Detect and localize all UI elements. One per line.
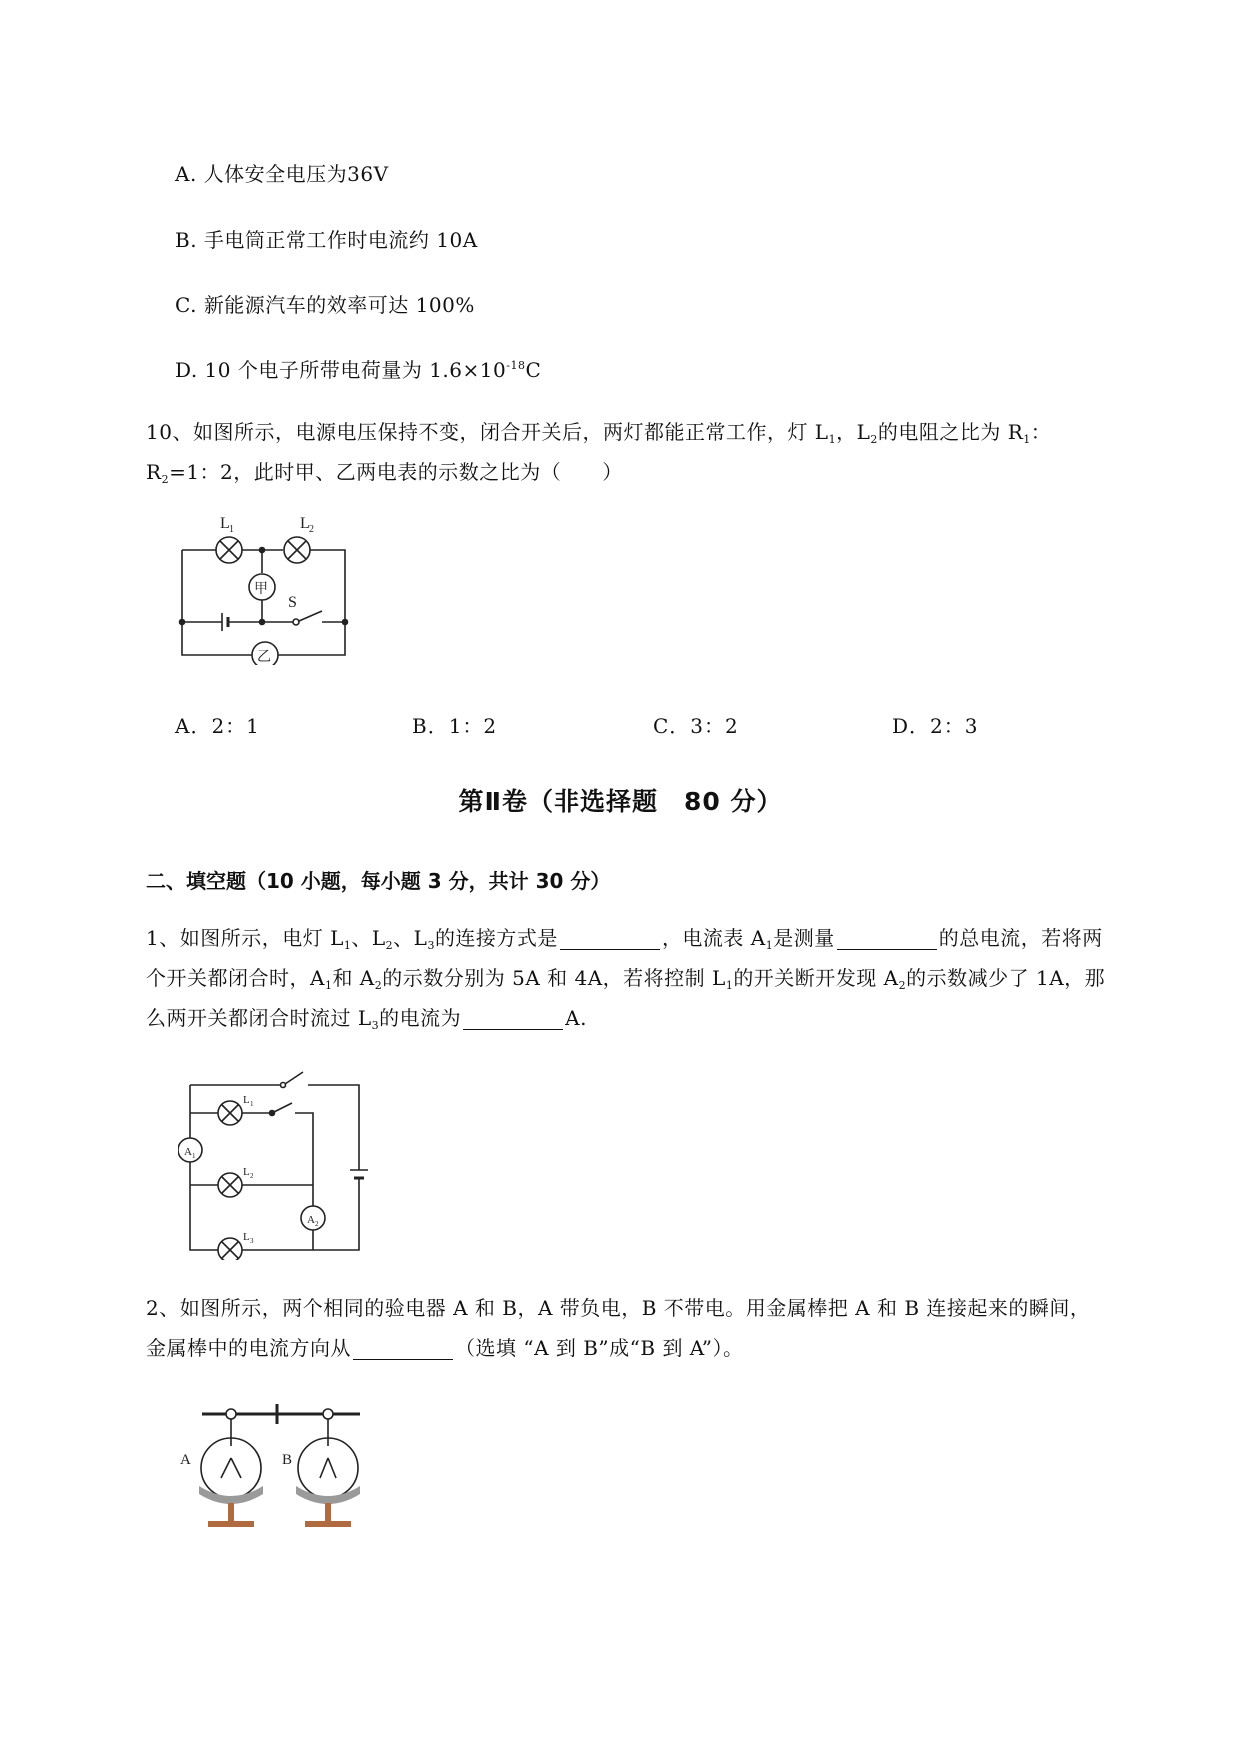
question-10: 10、如图所示，电源电压保持不变，闭合开关后，两灯都能正常工作，灯 $L_1$，$L_2$的电阻之比为 $R_1$： $R_2=1$：2，此时甲、乙两电表的示数之比为（ ） — [146, 420, 1052, 486]
label-fl2: L — [243, 1166, 250, 1178]
electroscope-figure — [180, 1398, 370, 1538]
section-title: 二、填空题（10 小题，每小题 3 分，共计 30 分） — [146, 869, 611, 893]
svg-text:1: 1 — [192, 1152, 196, 1160]
answer-b: B．1：2 — [412, 714, 498, 738]
answer-d: D．2：3 — [892, 714, 979, 738]
label-l2: L — [300, 515, 310, 532]
blank-2[interactable] — [837, 927, 937, 950]
label-a: A — [180, 1452, 191, 1468]
svg-text:2: 2 — [250, 1172, 254, 1180]
svg-text:1: 1 — [229, 524, 234, 535]
meter-jia: 甲 — [254, 582, 268, 597]
answer-a: A．2：1 — [175, 714, 260, 738]
label-fl3: L — [243, 1231, 250, 1243]
option-b: B. 手电筒正常工作时电流约 10A — [175, 228, 478, 252]
svg-text:1: 1 — [250, 1100, 254, 1108]
option-c: C. 新能源汽车的效率可达 100% — [175, 293, 475, 317]
fill-question-1: 1、如图所示，电灯 $L_1$、$L_2$、$L_3$的连接方式是 ，电流表 $A_1$是测量 的总电流，若将两 个开关都闭合时，$A_1$和 $A_2$的示数分别为 5A 和 4A，若将控制 $L_1$的开关断开发现 $A_2$的示数减少了 1A，那 么两开关都闭合时流过 $L_3$的电流为 A. — [146, 926, 1106, 1032]
svg-text:2: 2 — [309, 524, 314, 535]
circuit-figure-q10 — [170, 505, 360, 665]
label-switch: S — [288, 594, 297, 611]
label-a1: A — [184, 1146, 192, 1158]
blank-4[interactable] — [353, 1337, 453, 1360]
label-a2: A — [307, 1214, 315, 1226]
fill-question-2: 2、如图所示，两个相同的验电器 A 和 B，A 带负电，B 不带电。用金属棒把 A 和 B 连接起来的瞬间， 金属棒中的电流方向从 （选填 “A 到 B”成“B 到 A”）。 — [146, 1296, 1091, 1360]
blank-1[interactable] — [560, 927, 660, 950]
svg-text:3: 3 — [250, 1237, 254, 1245]
blank-3[interactable] — [463, 1007, 563, 1030]
part2-heading: 第Ⅱ卷（非选择题 80 分） — [458, 787, 783, 816]
label-l1: L — [220, 515, 230, 532]
label-b: B — [282, 1452, 293, 1468]
answer-c: C．3：2 — [653, 714, 739, 738]
meter-yi: 乙 — [257, 650, 271, 665]
option-a: A. 人体安全电压为36V — [175, 162, 389, 186]
svg-text:2: 2 — [315, 1220, 319, 1228]
circuit-figure-fq1 — [178, 1060, 378, 1260]
label-fl1: L — [243, 1094, 250, 1106]
option-d: D. 10 个电子所带电荷量为 $1.6\times 10^{-18}C$ — [175, 358, 542, 382]
